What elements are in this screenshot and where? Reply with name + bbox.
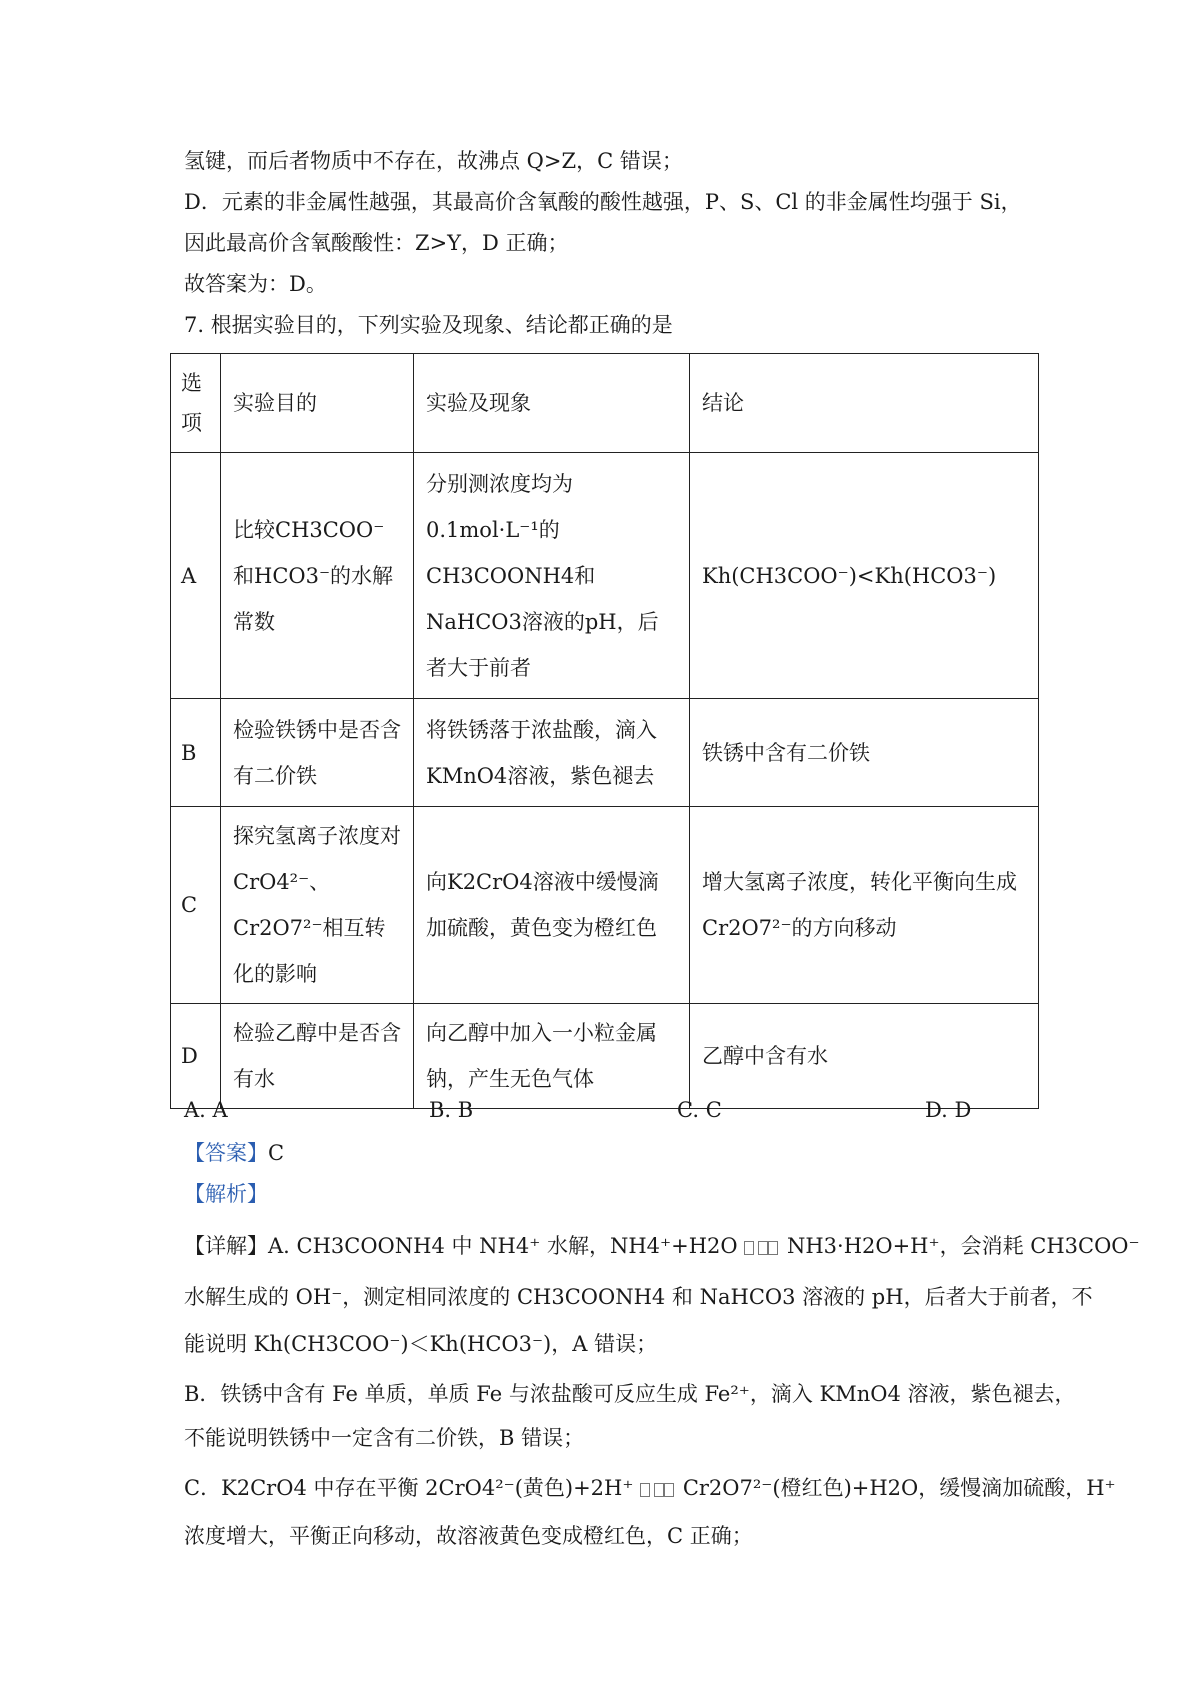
equilibrium-arrow-icon (640, 1481, 676, 1499)
equilibrium-arrow-icon (744, 1239, 780, 1257)
row-phenomenon: 向乙醇中加入一小粒金属钠，产生无色气体 (414, 1004, 690, 1109)
row-option: A (171, 453, 221, 699)
detail-label: 【详解】 (184, 1234, 268, 1258)
experiment-table (170, 353, 1039, 1109)
row-conclusion: Kh(CH3COO⁻)<Kh(HCO3⁻) (690, 453, 1039, 699)
question-stem: 7. 根据实验目的，下列实验及现象、结论都正确的是 (184, 313, 673, 337)
row-conclusion: 铁锈中含有二价铁 (690, 699, 1039, 807)
row-option: D (171, 1004, 221, 1109)
answer-value: C (268, 1141, 285, 1165)
header-option: 选 项 (171, 354, 221, 453)
row-option: B (171, 699, 221, 807)
header-conclusion: 结论 (690, 354, 1039, 453)
option-b[interactable]: B. B (429, 1098, 474, 1122)
answer-label: 【答案】 (184, 1141, 268, 1165)
text-line: D．元素的非金属性越强，其最高价含氧酸的酸性越强，P、S、Cl 的非金属性均强于 Si， (184, 190, 1022, 214)
header-purpose: 实验目的 (221, 354, 414, 453)
row-purpose: 比较CH3COO⁻和HCO3⁻的水解常数 (221, 453, 414, 699)
table-row (171, 699, 1039, 807)
row-conclusion: 增大氢离子浓度，转化平衡向生成Cr2O7²⁻的方向移动 (690, 807, 1039, 1004)
explanation-b-line1: B．铁锈中含有 Fe 单质，单质 Fe 与浓盐酸可反应生成 Fe²⁺，滴入 KMnO4 溶液，紫色褪去， (184, 1382, 1076, 1406)
option-d[interactable]: D. D (925, 1098, 972, 1122)
table-header-row (171, 354, 1039, 453)
text-line: 氢键，而后者物质中不存在，故沸点 Q>Z，C 错误； (184, 149, 683, 173)
table-row (171, 453, 1039, 699)
explanation-a-line1: 【详解】A. CH3COONH4 中 NH4⁺ 水解，NH4⁺+H2O NH3·H2O+H⁺，会消耗 CH3COO⁻ (184, 1234, 1140, 1258)
option-a[interactable]: A. A (184, 1098, 228, 1122)
text-line: 故答案为：D。 (184, 272, 327, 296)
explanation-a-line2: 水解生成的 OH⁻，测定相同浓度的 CH3COONH4 和 NaHCO3 溶液的 pH，后者大于前者，不 (184, 1285, 1093, 1309)
explanation-c-line2: 浓度增大，平衡正向移动，故溶液黄色变成橙红色，C 正确； (184, 1524, 753, 1548)
answer-options (184, 1098, 1044, 1128)
table-row (171, 807, 1039, 1004)
row-option: C (171, 807, 221, 1004)
text-line: 因此最高价含氧酸酸性：Z>Y，D 正确； (184, 231, 569, 255)
explanation-c-line1: C．K2CrO4 中存在平衡 2CrO4²⁻(黄色)+2H⁺ Cr2O7²⁻(橙红色)+H2O，缓慢滴加硫酸，H⁺ (184, 1476, 1116, 1500)
analysis-label: 【解析】 (184, 1182, 268, 1206)
row-purpose: 检验乙醇中是否含有水 (221, 1004, 414, 1109)
header-phenomenon: 实验及现象 (414, 354, 690, 453)
explanation-a-line3: 能说明 Kh(CH3COO⁻)＜Kh(HCO3⁻)，A 错误； (184, 1332, 658, 1356)
row-conclusion: 乙醇中含有水 (690, 1004, 1039, 1109)
row-purpose: 检验铁锈中是否含有二价铁 (221, 699, 414, 807)
row-phenomenon: 向K2CrO4溶液中缓慢滴加硫酸，黄色变为橙红色 (414, 807, 690, 1004)
row-phenomenon: 将铁锈落于浓盐酸，滴入KMnO4溶液，紫色褪去 (414, 699, 690, 807)
row-purpose: 探究氢离子浓度对CrO4²⁻、Cr2O7²⁻相互转化的影响 (221, 807, 414, 1004)
answer-line (184, 1138, 284, 1168)
row-phenomenon: 分别测浓度均为0.1mol·L⁻¹的CH3COONH4和NaHCO3溶液的pH，后者大于前者 (414, 453, 690, 699)
table-row (171, 1004, 1039, 1109)
option-c[interactable]: C. C (677, 1098, 722, 1122)
explanation-b-line2: 不能说明铁锈中一定含有二价铁，B 错误； (184, 1426, 585, 1450)
